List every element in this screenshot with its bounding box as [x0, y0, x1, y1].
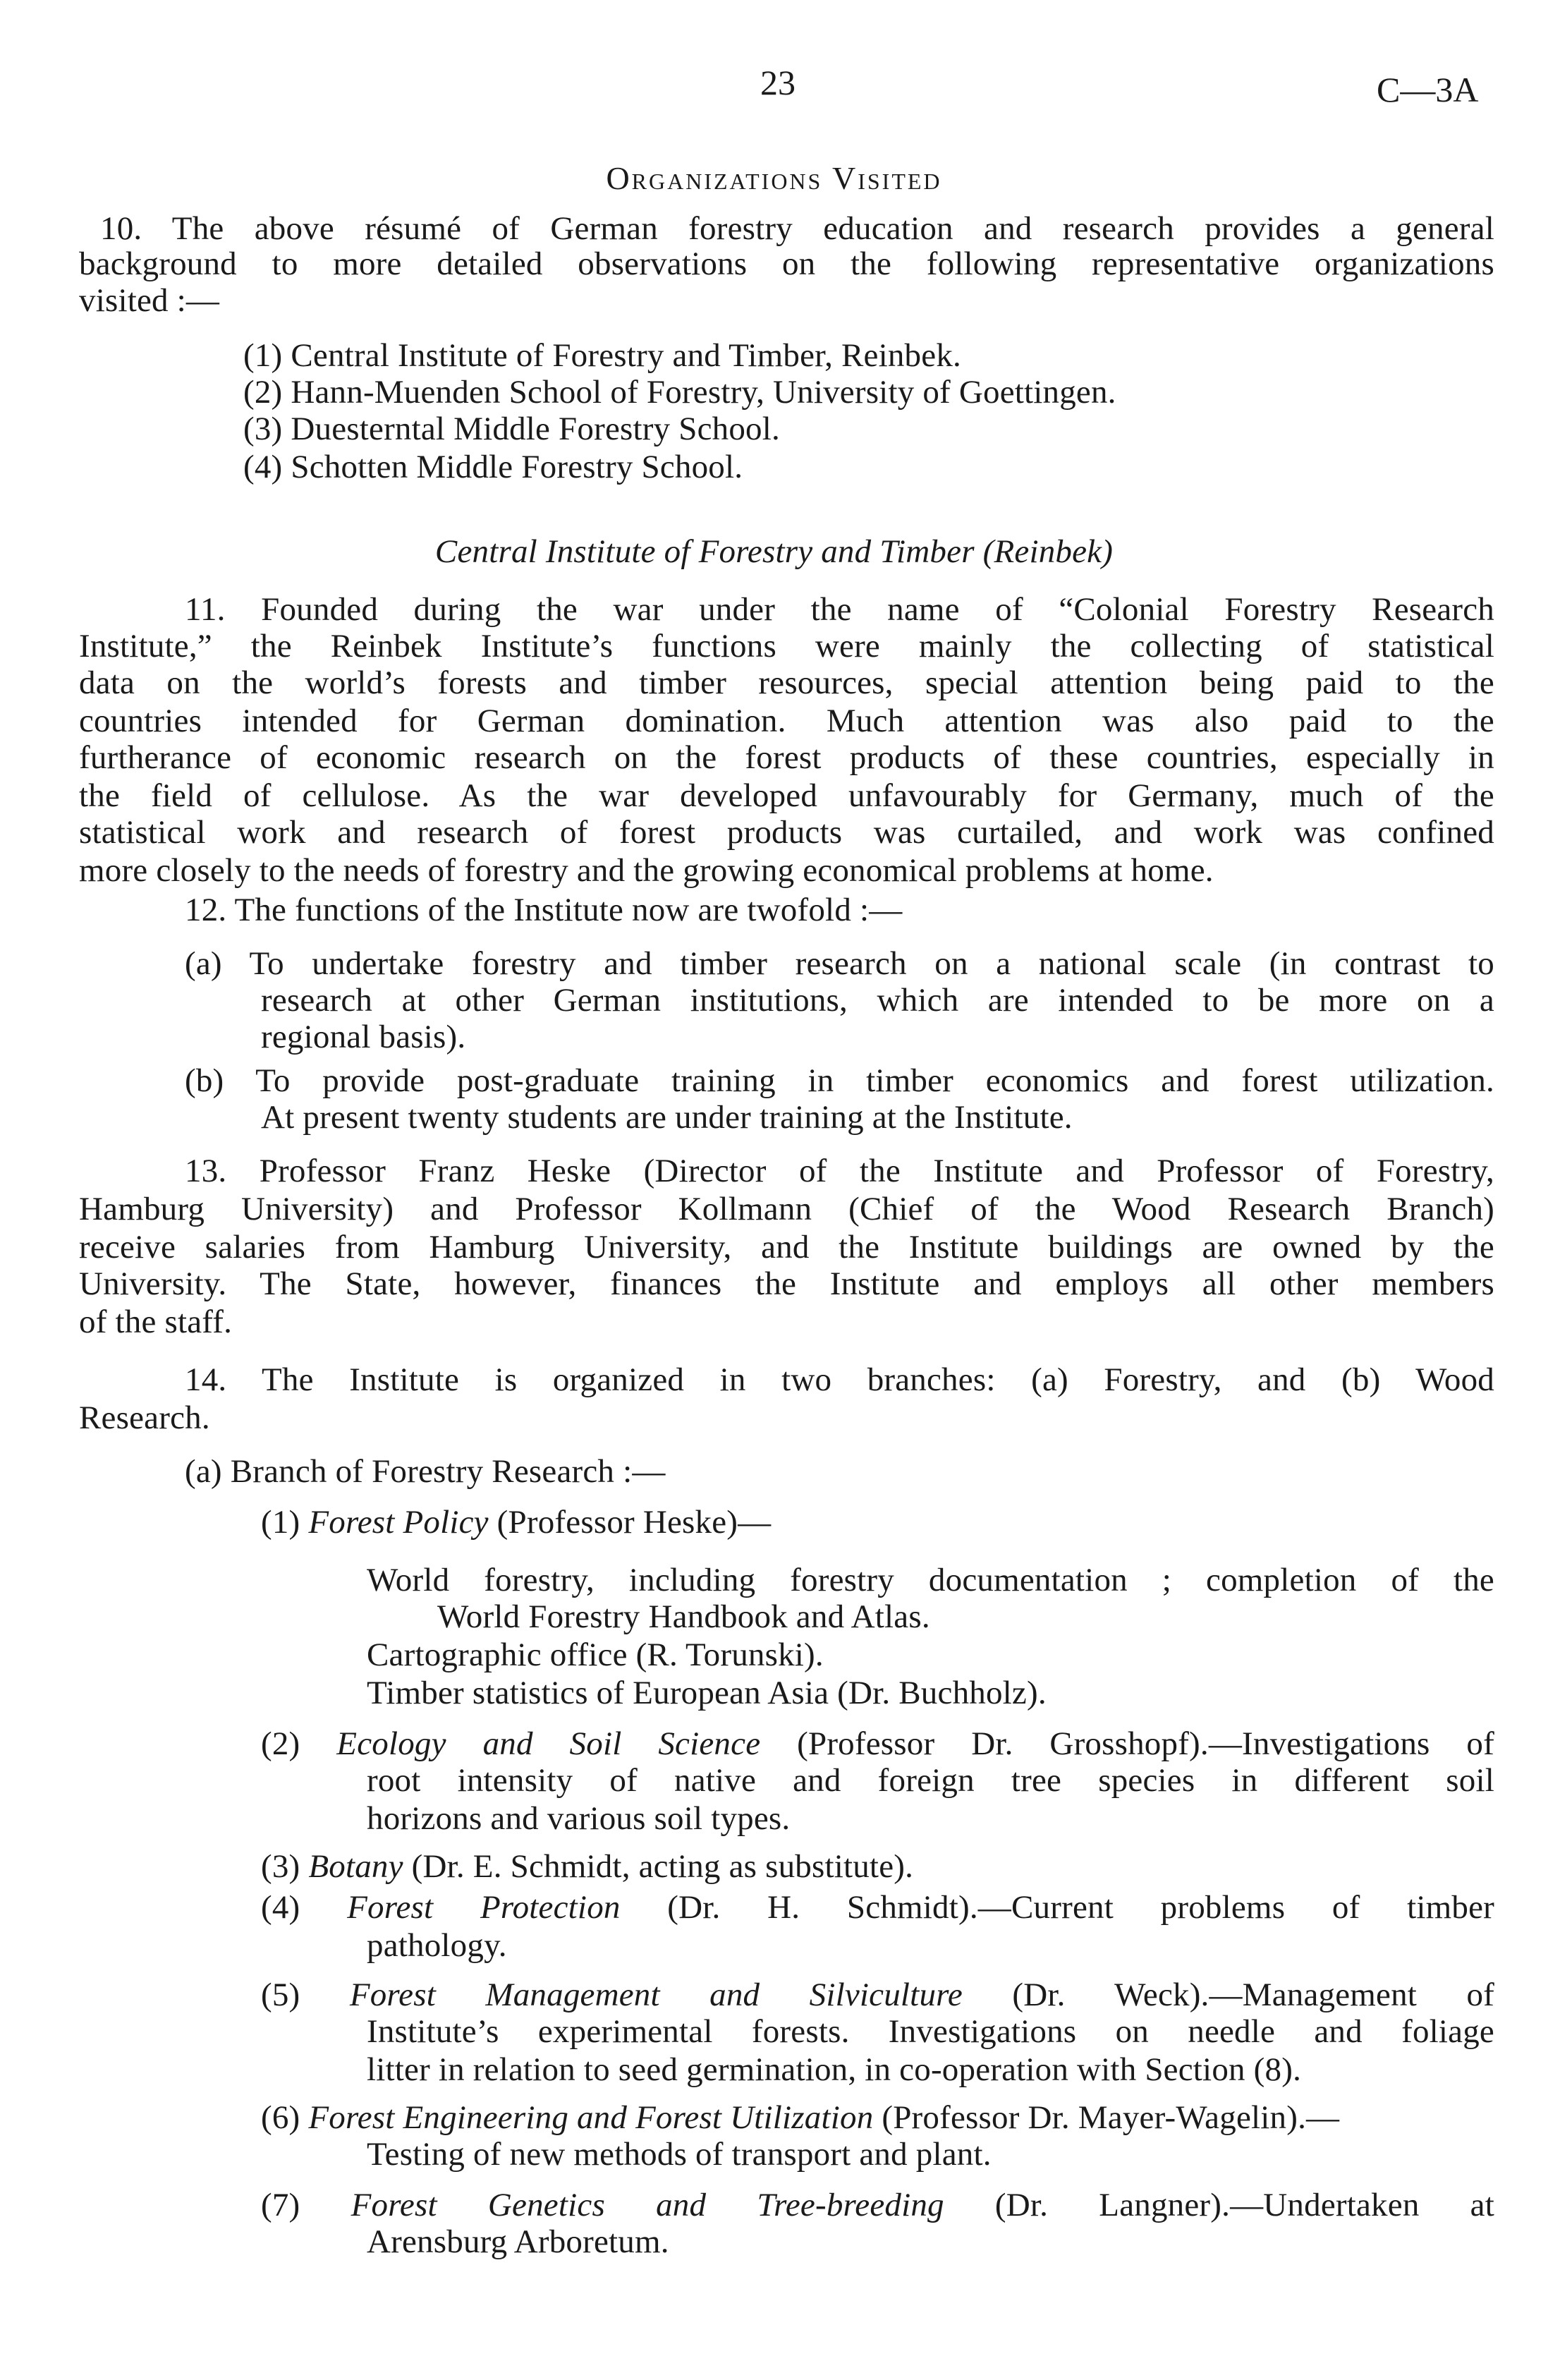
subheading-text: Central Institute of Forestry and Timber (Reinbek) — [434, 533, 1114, 570]
section-5-line: litter in relation to seed germination, in co-operation with Section (8). — [367, 2051, 1302, 2088]
section-1-heading — [261, 1502, 771, 1543]
section-3-heading — [261, 1847, 913, 1887]
section-4-heading — [261, 1888, 1494, 1928]
function-a-line-3: regional basis). — [261, 1019, 466, 1055]
section-6-line: Testing of new methods of transport and plant. — [367, 2136, 992, 2173]
paragraph-14-line-2: Research. — [79, 1400, 210, 1436]
section-title: Forest Engineering and Forest Utilization — [308, 2099, 874, 2136]
section-title: Forest Protection — [347, 1889, 621, 1926]
paragraph-11-line: more closely to the needs of forestry and the growing economical problems at home. — [79, 852, 1214, 889]
paragraph-11-line: furtherance of economic research on the forest products of these countries, especially in — [79, 739, 1494, 776]
section-1-line: Timber statistics of European Asia (Dr. Buchholz). — [367, 1675, 1047, 1711]
paragraph-11-line: countries intended for German domination. Much attention was also paid to the — [79, 703, 1494, 739]
section-detail: (Professor Heske)— — [488, 1504, 772, 1541]
section-title: Botany — [308, 1848, 403, 1885]
section-4-line: pathology. — [367, 1927, 507, 1964]
section-5-line: Institute’s experimental forests. Investigations on needle and foliage — [367, 2013, 1494, 2050]
subheading — [0, 532, 1548, 572]
section-detail: (Dr. H. Schmidt).—Current problems of timber — [620, 1889, 1494, 1926]
section-6-heading — [261, 2098, 1339, 2138]
section-number: (4) — [261, 1889, 300, 1926]
section-number: (5) — [261, 1977, 300, 2013]
section-2-line: root intensity of native and foreign tree species in different soil — [367, 1762, 1494, 1799]
org-list-item: (4) Schotten Middle Forestry School. — [243, 449, 743, 485]
paragraph-13-line: receive salaries from Hamburg University, and the Institute buildings are owned by the — [79, 1229, 1494, 1265]
section-1-line: World forestry, including forestry documentation ; completion of the — [367, 1562, 1494, 1598]
section-1-line: World Forestry Handbook and Atlas. — [437, 1598, 930, 1635]
section-detail: (Dr. E. Schmidt, acting as substitute). — [403, 1848, 914, 1885]
org-list-item: (3) Duesterntal Middle Forestry School. — [243, 411, 780, 447]
section-2-heading — [261, 1724, 1494, 1764]
paragraph-10-line-3: visited :— — [79, 282, 220, 319]
section-number: (3) — [261, 1848, 300, 1885]
section-title: Ecology and Soil Science — [336, 1725, 761, 1762]
branch-a-heading: (a) Branch of Forestry Research :— — [185, 1453, 666, 1490]
section-detail: (Dr. Weck).—Management of — [962, 1977, 1495, 2013]
section-title: Forest Management and Silviculture — [349, 1977, 963, 2013]
paragraph-13-line: University. The State, however, finances the Institute and employs all other members — [79, 1265, 1494, 1302]
paragraph-12-intro: 12. The functions of the Institute now are twofold :— — [185, 892, 903, 928]
section-7-heading — [261, 2185, 1494, 2226]
paragraph-13-line: of the staff. — [79, 1304, 233, 1340]
section-number: (1) — [261, 1504, 300, 1541]
paragraph-11-line: 11. Founded during the war under the name of “Colonial Forestry Research — [185, 591, 1494, 628]
section-title: Forest Genetics and Tree-breeding — [351, 2187, 944, 2223]
section-detail: (Professor Dr. Mayer-Wagelin).— — [873, 2099, 1340, 2136]
paragraph-11-line: data on the world’s forests and timber resources, special attention being paid to the — [79, 664, 1494, 701]
section-2-line: horizons and various soil types. — [367, 1800, 791, 1837]
paragraph-13-line: 13. Professor Franz Heske (Director of the Institute and Professor of Forestry, — [185, 1153, 1494, 1189]
section-number: (2) — [261, 1725, 300, 1762]
section-number: (6) — [261, 2099, 300, 2136]
section-detail: (Dr. Langner).—Undertaken at — [944, 2187, 1494, 2223]
page-number: 23 — [760, 63, 796, 102]
function-a-line-1: (a) To undertake forestry and timber research on a national scale (in contrast to — [185, 945, 1494, 982]
section-1-line: Cartographic office (R. Torunski). — [367, 1637, 824, 1673]
function-b-line-2: At present twenty students are under training at the Institute. — [261, 1099, 1073, 1136]
section-title: Forest Policy — [308, 1504, 489, 1541]
section-7-line: Arensburg Arboretum. — [367, 2223, 669, 2260]
function-a-line-2: research at other German institutions, which are intended to be more on a — [261, 982, 1494, 1019]
section-5-heading — [261, 1975, 1494, 2015]
paragraph-11-line: Institute,” the Reinbek Institute’s functions were mainly the collecting of statistical — [79, 628, 1494, 664]
org-list-item: (2) Hann-Muenden School of Forestry, University of Goettingen. — [243, 374, 1116, 411]
section-title: Organizations Visited — [606, 160, 942, 196]
section-detail: (Professor Dr. Grosshopf).—Investigations of — [760, 1725, 1494, 1762]
paragraph-11-line: statistical work and research of forest products was curtailed, and work was confined — [79, 814, 1494, 851]
paragraph-14-line-1: 14. The Institute is organized in two branches: (a) Forestry, and (b) Wood — [185, 1361, 1494, 1398]
paragraph-10-line-1: 10. The above résumé of German forestry education and research provides a general — [100, 210, 1494, 247]
paragraph-13-line: Hamburg University) and Professor Kollmann (Chief of the Wood Research Branch) — [79, 1191, 1494, 1227]
paragraph-11-line: the field of cellulose. As the war developed unfavourably for Germany, much of the — [79, 777, 1494, 814]
function-b-line-1: (b) To provide post-graduate training in timber economics and forest utilization. — [185, 1062, 1494, 1099]
paragraph-10-line-2: background to more detailed observations on the following representative organizations — [79, 245, 1494, 282]
section-number: (7) — [261, 2187, 300, 2223]
org-list-item: (1) Central Institute of Forestry and Timber, Reinbek. — [243, 337, 961, 374]
document-code: C—3A — [1377, 70, 1479, 109]
